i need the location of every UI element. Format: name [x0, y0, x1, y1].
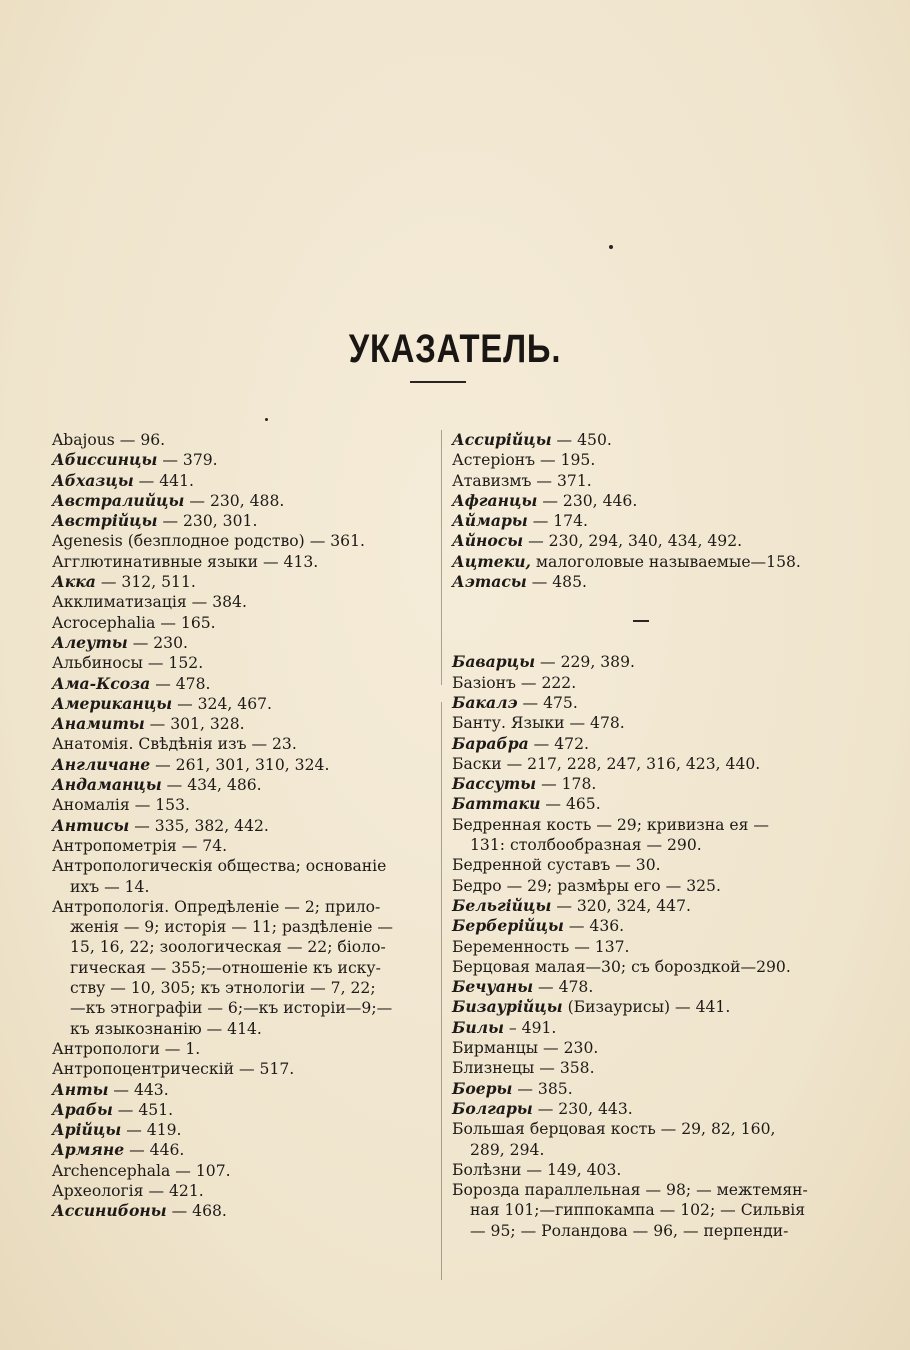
index-entry-line: [452, 734, 832, 754]
index-page-refs: — 195.: [535, 451, 596, 470]
index-page-refs: — 29; размѣры его — 325.: [501, 876, 721, 895]
index-term: Австралийцы: [52, 490, 185, 510]
index-page-refs: — 371.: [531, 471, 592, 490]
index-term: Аймары: [452, 511, 528, 531]
index-entry-line: [452, 1180, 832, 1200]
index-term: Банту. Языки: [452, 714, 565, 733]
index-page-refs: — 384.: [186, 593, 247, 612]
index-entry: [52, 613, 434, 633]
index-term: Абхазцы: [52, 470, 134, 490]
index-entry-line: [452, 652, 832, 672]
index-entry-line: [52, 613, 434, 633]
index-page-refs: — 468.: [166, 1202, 227, 1221]
index-term: Австрійцы: [52, 511, 158, 531]
index-entry-line: [452, 693, 832, 713]
index-page-refs: — 478.: [564, 714, 625, 733]
index-page-refs: — 443.: [108, 1080, 169, 1099]
index-entry-line: [52, 1120, 434, 1140]
index-term: Анты: [52, 1079, 109, 1099]
index-page-refs: — 472.: [528, 734, 589, 753]
index-entry: [452, 1099, 832, 1119]
index-page-refs: — 229, 389.: [535, 653, 635, 672]
index-page-refs: — 361.: [304, 532, 365, 551]
index-term: Афганцы: [452, 490, 538, 510]
index-entry-line: [452, 1119, 832, 1139]
index-page-refs: — 450.: [551, 431, 612, 449]
index-term: Бедренной суставъ: [452, 856, 611, 875]
index-entry-continuation: 131: столбообразная — 290.: [470, 836, 702, 855]
index-term: Борозда параллельная: [452, 1181, 641, 1200]
index-page-refs: — 485.: [526, 573, 587, 592]
index-entry-line: [452, 1038, 832, 1058]
index-entry: [452, 916, 832, 936]
index-entry-line: [452, 1099, 832, 1119]
index-term: Ацтеки,: [452, 551, 531, 571]
index-term: Archencephala: [52, 1161, 171, 1180]
index-page-refs: — 74.: [176, 836, 228, 855]
index-entry-line: [452, 754, 832, 774]
index-entry: [452, 997, 832, 1017]
index-term: Близнецы: [452, 1059, 535, 1078]
index-entry-line: [452, 876, 832, 896]
index-page-refs: – 491.: [503, 1018, 557, 1037]
index-term: Бечуаны: [452, 977, 534, 997]
index-page-refs: — 358.: [534, 1059, 595, 1078]
index-entry-line: [452, 855, 832, 875]
index-page-refs: — 153.: [129, 796, 190, 815]
index-entry: [452, 1018, 832, 1038]
index-entry-line: [52, 856, 434, 876]
index-page-refs: — 465.: [540, 795, 601, 814]
index-entry-line: [452, 1160, 832, 1180]
index-page-refs: — 29, 82, 160,: [655, 1120, 776, 1139]
index-entry-line: [52, 511, 434, 531]
index-term: Антропоцентрическій: [52, 1060, 235, 1079]
index-page-refs: (Бизаурисы) — 441.: [562, 998, 731, 1017]
index-page-refs: — 222.: [515, 673, 577, 692]
index-term: Бассуты: [452, 774, 537, 794]
index-page-refs: — 436.: [563, 917, 625, 936]
index-entry-line: [452, 937, 832, 957]
index-term: Большая берцовая кость: [452, 1120, 656, 1139]
index-entry: [52, 471, 434, 491]
index-page-refs: — 29; кривизна ея —: [591, 815, 769, 834]
index-entry-line: [52, 1140, 434, 1160]
index-term: Баттаки: [452, 794, 541, 814]
index-entry-line: [52, 714, 434, 734]
index-entry: [452, 1160, 832, 1180]
index-page-refs: — 434, 486.: [161, 776, 262, 795]
index-term: Акклиматизація: [52, 593, 187, 612]
index-entry: [452, 693, 832, 713]
index-page-refs: — 441.: [133, 471, 194, 490]
index-entry: [452, 1180, 832, 1241]
index-entry-line: [452, 450, 832, 470]
index-page-refs: — 478.: [533, 978, 594, 997]
index-term: Боеры: [452, 1078, 513, 1098]
index-entry: [52, 633, 434, 653]
index-term: Анамиты: [52, 714, 145, 734]
index-entry-line: [52, 694, 434, 714]
index-page-refs: — 137.: [569, 937, 630, 956]
index-page-refs: — 96.: [114, 431, 166, 449]
index-page-refs: — 174.: [527, 512, 588, 531]
index-entry-line: [52, 816, 434, 836]
index-entry-line: [452, 774, 832, 794]
index-page-refs: — 451.: [112, 1100, 174, 1119]
index-term: Антропометрія: [52, 836, 177, 855]
index-entry: [52, 856, 434, 897]
index-page-refs: — 107.: [170, 1161, 231, 1180]
index-term: Ассирійцы: [452, 430, 552, 449]
index-page-refs: — 230, 443.: [532, 1099, 633, 1118]
index-page-refs: — 230, 294, 340, 434, 492.: [523, 532, 743, 551]
index-entry-line: [52, 775, 434, 795]
index-term: Армяне: [52, 1140, 125, 1160]
index-term: Берцовая малая: [452, 957, 586, 976]
ink-speck: [265, 418, 268, 421]
index-entry-continuation: ная 101;—гиппокампа — 102; — Сильвія: [470, 1201, 806, 1220]
index-entry-continuation: къ языкознанію — 414.: [70, 1019, 262, 1038]
index-term: Базіонъ: [452, 673, 516, 692]
index-entry: [452, 896, 832, 916]
index-term: Абиссинцы: [52, 450, 158, 470]
index-term: Анатомія. Свѣдѣнія изъ: [52, 735, 247, 754]
index-entry: [452, 1119, 832, 1160]
index-entry-line: [452, 916, 832, 936]
index-page-refs: — 413.: [258, 552, 319, 571]
index-entry: [452, 471, 832, 491]
index-entry: [452, 855, 832, 875]
index-entry: [452, 977, 832, 997]
index-term: Атавизмъ: [452, 471, 532, 490]
index-entry-line: [52, 653, 434, 673]
index-page-refs: — 475.: [517, 693, 578, 712]
index-entry-continuation: — 95; — Роландова — 96, — перпенди-: [470, 1221, 789, 1240]
index-term: Археологія: [52, 1181, 144, 1200]
index-entry-line: [52, 531, 434, 551]
index-page-refs: — 230, 301.: [157, 512, 258, 531]
index-term: Арійцы: [52, 1120, 122, 1140]
index-term: Ама-Ксоза: [52, 673, 151, 693]
index-entry: [52, 775, 434, 795]
index-entry: [52, 1201, 434, 1221]
index-entry-line: [452, 1018, 832, 1038]
index-entry-line: [452, 491, 832, 511]
index-term: Болгары: [452, 1098, 533, 1118]
index-page-refs: — 230, 446.: [537, 491, 638, 510]
index-entry: [452, 1058, 832, 1078]
index-page-refs: — 421.: [143, 1181, 204, 1200]
index-column-right: [452, 430, 832, 1241]
index-entry: [52, 511, 434, 531]
index-page-refs: — 312, 511.: [95, 573, 196, 592]
index-entry-line: [52, 592, 434, 612]
index-entry-continuation: гическая — 355;—отношеніе къ иску-: [70, 958, 381, 977]
index-entry: [452, 673, 832, 693]
index-entry-line: [52, 836, 434, 856]
index-page-refs: — 178.: [536, 775, 597, 794]
index-entry: [452, 774, 832, 794]
index-entry: [52, 755, 434, 775]
index-term: Антропологи: [52, 1039, 160, 1058]
index-term: Антропологія. Опредѣленіе: [52, 897, 280, 916]
index-term: Болѣзни: [452, 1160, 522, 1179]
index-term: Андаманцы: [52, 775, 162, 795]
index-entry: [52, 552, 434, 572]
index-page-refs: — 2; прило-: [279, 897, 381, 916]
index-term: Аэтасы: [452, 572, 527, 592]
index-entry-line: [52, 430, 434, 450]
index-entry: [52, 1161, 434, 1181]
index-entry: [52, 1140, 434, 1160]
index-entry-line: [452, 794, 832, 814]
index-term: Бельгійцы: [452, 895, 552, 915]
index-page-refs: — 335, 382, 442.: [129, 816, 269, 835]
index-entry: [452, 531, 832, 551]
index-entry-line: [452, 673, 832, 693]
index-entry: [452, 937, 832, 957]
index-entry: [452, 794, 832, 814]
index-entry-line: [52, 572, 434, 592]
index-entry-line: [452, 896, 832, 916]
index-page-refs: — 1.: [159, 1039, 201, 1058]
index-entry-line: [52, 450, 434, 470]
index-term: Астеріонъ: [452, 451, 536, 470]
index-entry: [452, 450, 832, 470]
index-entry: [452, 511, 832, 531]
index-entry: [52, 674, 434, 694]
index-page-refs: — 446.: [124, 1141, 185, 1160]
index-entry-continuation: 289, 294.: [470, 1140, 545, 1159]
index-entry: [52, 714, 434, 734]
index-entry: [52, 836, 434, 856]
index-term: Abajous: [52, 431, 115, 449]
index-term: Бирманцы: [452, 1039, 539, 1058]
index-entry: [52, 1181, 434, 1201]
index-entry: [52, 531, 434, 551]
index-entry: [52, 450, 434, 470]
index-page-refs: — 230.: [538, 1039, 599, 1058]
index-entry: [452, 815, 832, 856]
index-term: Acrocephalia: [52, 613, 156, 632]
index-page-refs: — 98; — межтемян-: [640, 1181, 808, 1200]
index-entry: [52, 430, 434, 450]
index-entry-line: [452, 1058, 832, 1078]
index-entry-line: [452, 713, 832, 733]
index-entry: [452, 552, 832, 572]
index-entry-line: [52, 633, 434, 653]
index-entry: [52, 572, 434, 592]
index-entry-line: [52, 1100, 434, 1120]
index-page-refs: — 385.: [512, 1079, 573, 1098]
index-page-refs: малоголовые называемые—158.: [530, 552, 801, 571]
index-entry-line: [52, 552, 434, 572]
index-page-refs: — 379.: [157, 451, 218, 470]
index-term: Антропологическія общества; основаніе: [52, 857, 387, 876]
index-entry: [52, 1080, 434, 1100]
index-page-refs: — 324, 467.: [172, 694, 273, 713]
index-entry-line: [452, 552, 832, 572]
index-entry-line: [52, 1181, 434, 1201]
index-page-refs: — 149, 403.: [521, 1160, 622, 1179]
index-entry-continuation: ству — 10, 305; къ этнологіи — 7, 22;: [70, 979, 376, 998]
index-entry: [452, 713, 832, 733]
index-term: Алеуты: [52, 632, 128, 652]
index-term: Беременность: [452, 937, 570, 956]
column-divider: [441, 430, 442, 1280]
section-separator-dash: [633, 620, 649, 622]
index-entry-line: [52, 1080, 434, 1100]
index-entry: [452, 876, 832, 896]
index-entry: [52, 795, 434, 815]
index-term: Акка: [52, 572, 96, 592]
index-page-refs: — 419.: [121, 1121, 182, 1140]
index-page-refs: — 165.: [155, 613, 216, 632]
index-entry-line: [452, 815, 832, 835]
index-entry-continuation: женія — 9; исторія — 11; раздѣленіе —: [70, 918, 394, 937]
index-entry: [52, 694, 434, 714]
index-page-refs: — 230, 488.: [184, 491, 285, 510]
index-term: Бизаурійцы: [452, 997, 563, 1017]
index-entry-line: [52, 674, 434, 694]
index-entry-line: [52, 755, 434, 775]
index-entry: [452, 491, 832, 511]
index-entry: [52, 592, 434, 612]
index-entry-line: [452, 471, 832, 491]
index-entry: [52, 1120, 434, 1140]
index-page-refs: — 217, 228, 247, 316, 423, 440.: [501, 754, 761, 773]
index-entry-line: [52, 471, 434, 491]
index-page-refs: — 23.: [246, 735, 297, 754]
index-entry-line: [452, 511, 832, 531]
index-term: Англичане: [52, 754, 151, 774]
index-entry-continuation: ихъ — 14.: [70, 877, 150, 896]
index-term: Агглютинативные языки: [52, 552, 259, 571]
section-gap: [452, 592, 832, 652]
index-entry-line: [52, 1039, 434, 1059]
index-entry-continuation: 15, 16, 22; зоологическая — 22; біоло-: [70, 938, 386, 957]
index-page-refs: —30; съ бороздкой—290.: [585, 957, 791, 976]
index-entry-line: [452, 997, 832, 1017]
index-entry: [52, 897, 434, 1039]
index-entry-line: [52, 734, 434, 754]
index-term: Билы: [452, 1017, 504, 1037]
index-entry-line: [52, 1201, 434, 1221]
ink-speck: [609, 245, 613, 249]
index-page-refs: — 230.: [127, 633, 188, 652]
index-page-refs: — 320, 324, 447.: [551, 896, 691, 915]
title-rule: [410, 381, 466, 383]
index-entry-line: [52, 491, 434, 511]
index-term: Баварцы: [452, 652, 536, 672]
index-term: Баски: [452, 754, 502, 773]
index-page-refs: — 261, 301, 310, 324.: [150, 755, 330, 774]
index-entry: [452, 957, 832, 977]
index-entry: [452, 430, 832, 450]
index-entry: [52, 734, 434, 754]
index-term: Айносы: [452, 531, 524, 551]
index-page-refs: — 517.: [234, 1060, 295, 1079]
index-term: Берберійцы: [452, 916, 564, 936]
index-entry: [452, 734, 832, 754]
index-entry-line: [52, 795, 434, 815]
index-term: Арабы: [52, 1099, 113, 1119]
index-entry-line: [452, 977, 832, 997]
index-page-refs: — 478.: [150, 674, 211, 693]
index-term: Аномалія: [52, 796, 130, 815]
index-entry-line: [452, 430, 832, 450]
index-entry-line: [452, 531, 832, 551]
index-term: Альбиносы: [52, 654, 143, 673]
page-title: УКАЗАТЕЛЬ.: [348, 326, 562, 371]
index-entry: [52, 816, 434, 836]
index-entry: [452, 572, 832, 592]
index-page-refs: — 301, 328.: [144, 715, 245, 734]
index-entry: [452, 1079, 832, 1099]
index-term: Ассинибоны: [52, 1201, 167, 1221]
index-entry: [52, 1100, 434, 1120]
index-entry-line: [52, 1059, 434, 1079]
index-entry: [52, 1059, 434, 1079]
index-entry: [452, 754, 832, 774]
index-page-refs: — 152.: [142, 654, 204, 673]
index-term: Agenesis (безплодное родство): [52, 532, 305, 551]
index-entry: [452, 652, 832, 672]
index-entry-line: [452, 957, 832, 977]
index-term: Бедро: [452, 876, 502, 895]
index-entry-continuation: —къ этнографіи — 6;—къ исторіи—9;—: [70, 999, 393, 1018]
index-entry: [52, 491, 434, 511]
index-entry-line: [52, 897, 434, 917]
index-entry-line: [452, 572, 832, 592]
index-term: Бедренная кость: [452, 815, 592, 834]
index-entry: [452, 1038, 832, 1058]
index-term: Барабра: [452, 733, 529, 753]
index-term: Американцы: [52, 693, 173, 713]
index-entry-line: [452, 1079, 832, 1099]
index-page-refs: — 30.: [610, 856, 661, 875]
index-column-left: [52, 430, 434, 1222]
index-entry: [52, 1039, 434, 1059]
index-entry-line: [52, 1161, 434, 1181]
index-entry: [52, 653, 434, 673]
index-term: Антисы: [52, 815, 130, 835]
index-term: Бакалэ: [452, 692, 518, 712]
